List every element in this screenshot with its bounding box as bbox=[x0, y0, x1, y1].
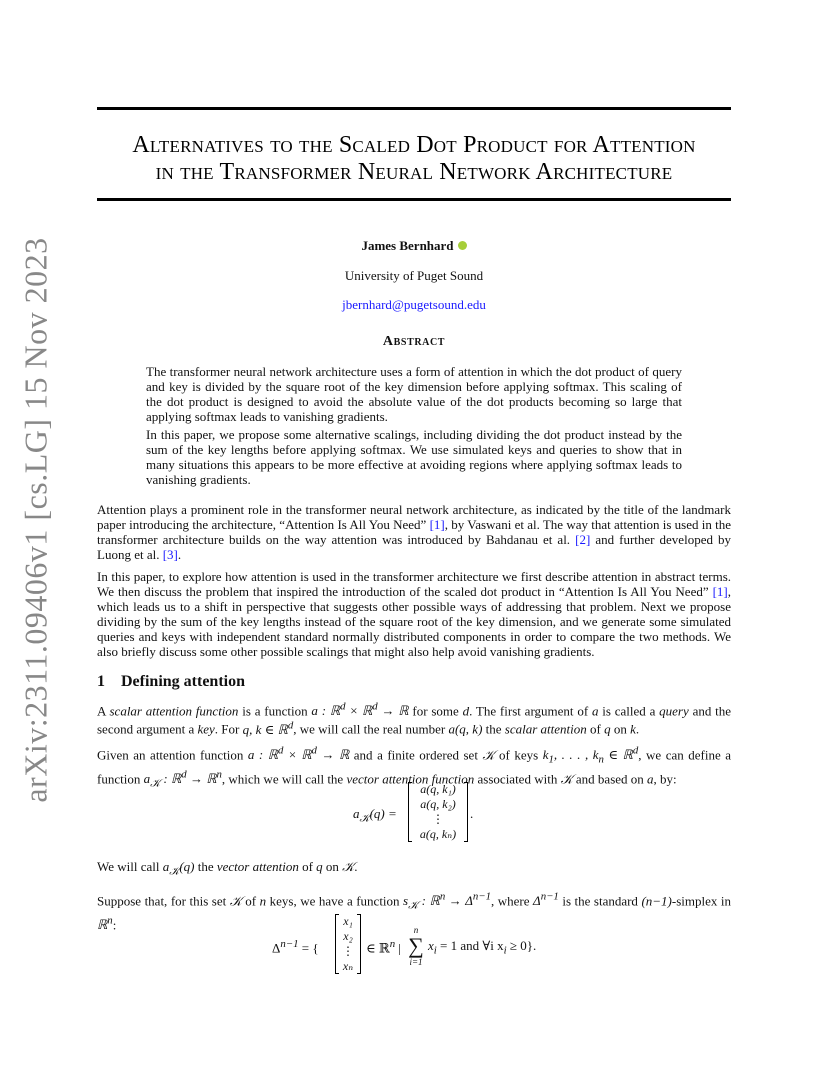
equation-2-lhs: $\Delta^{n-1}$ = { bbox=[272, 938, 319, 956]
abstract-heading: Abstract bbox=[382, 334, 446, 349]
matrix-row: a(q, k₁) bbox=[420, 782, 456, 796]
author-email-line bbox=[0, 297, 828, 313]
section1-paragraph-3: We will call $a_𝒦(q)$ the vector attention of q on 𝒦. bbox=[97, 859, 358, 878]
abstract-paragraph-1: The transformer neural network architecture uses a form of attention in which the dot product of query and key is divided by the square root of the key dimension before applying softmax. This scaling of the dot product is designed to avoid the absolute value of the dot products becoming so large that applying softmax leads to vanishing gradients. bbox=[146, 364, 682, 424]
section-title: Defining attention bbox=[121, 673, 245, 690]
abstract-paragraph-2: In this paper, we propose some alternative scalings, including dividing the dot product instead by the sum of the key lengths before applying softmax. We use simulated keys and queries to show that in many situations this appears to be more effective at avoiding regions where applying softmax leads to vanishing gradients. bbox=[146, 427, 682, 487]
author-affiliation: University of Puget Sound bbox=[344, 268, 484, 283]
paper-title-line1: Alternatives to the Scaled Dot Product for Attention bbox=[132, 132, 696, 158]
section1-paragraph-1: A scalar attention function is a function a : ℝ$^d$ × ℝ$^d$ → ℝ for some d. The first argument of a is called a query and the second argument a key. For q, k ∈ ℝ$^d$, we will call the real number a(q, k) the scalar attention of q on k. bbox=[97, 701, 732, 737]
matrix-row: xₙ bbox=[342, 959, 354, 973]
matrix-row: a(q, k₂) bbox=[420, 797, 456, 811]
citation-link[interactable]: [1] bbox=[712, 584, 728, 599]
title-top-rule bbox=[97, 107, 731, 110]
section1-paragraph-2: Given an attention function a : ℝ$^d$ × ℝ$^d$ → ℝ and a finite ordered set 𝒦 of keys $k_1$, . . . , $k_n$ ∈ ℝ$^d$, we can define a function $a_𝒦$ : ℝ$^d$ → ℝ$^n$, which we will call the vector attention function associated with 𝒦 and based on a, by: bbox=[97, 744, 731, 790]
abstract-body bbox=[146, 364, 682, 490]
section1-paragraph-4: Suppose that, for this set 𝒦 of n keys, we have a function $s_𝒦$ : ℝ$^n$ → $\Delta^{n-1}$, where $\Delta^{n-1}$ is the standard (n−1)-simplex in ℝ$^n$: bbox=[97, 890, 732, 932]
intro-paragraph-2: In this paper, to explore how attention is used in the transformer architecture we first describe attention in abstract terms. We then discuss the problem that inspired the introduction of the scaled dot product in “Attention Is All You Need” [1], which leads us to a shift in perspective that suggests other possible ways of addressing that problem. Next we propose dividing by the sum of the key lengths instead of the square root of the key dimension, and we generate some simulated queries and keys with independent standard normally distributed components in order to compare the two methods. We also briefly discuss some other possible scalings that might also help avoid vanishing gradients. bbox=[97, 569, 731, 659]
arxiv-stamp-text: arXiv:2311.09406v1 [cs.LG] 15 Nov 2023 bbox=[17, 237, 54, 803]
equation-2-set-condition: ∈ ℝ$^n$ | bbox=[366, 938, 401, 956]
section-heading bbox=[97, 673, 245, 691]
equation-2-rhs: $x_i = 1$ and ∀i $x_i \ge 0$}. bbox=[428, 938, 537, 957]
matrix-row: ⋮ bbox=[432, 812, 444, 826]
section-number: 1 bbox=[97, 673, 105, 690]
equation-1-lhs: $a_𝒦(q)$ = bbox=[353, 806, 397, 825]
author-name: James Bernhard bbox=[361, 238, 454, 253]
citation-link[interactable]: [3] bbox=[162, 547, 178, 562]
matrix-row: x₂ bbox=[343, 929, 353, 943]
intro-body bbox=[97, 502, 731, 666]
equation-1-period: . bbox=[470, 806, 474, 821]
title-bottom-rule bbox=[97, 198, 731, 201]
matrix-row: a(q, kₙ) bbox=[419, 827, 457, 841]
orcid-icon[interactable] bbox=[458, 241, 467, 250]
matrix-row: x₁ bbox=[343, 914, 353, 928]
author-line bbox=[0, 238, 828, 254]
citation-link[interactable]: [1] bbox=[429, 517, 445, 532]
equation-1-vector bbox=[408, 782, 468, 842]
matrix-row: ⋮ bbox=[342, 944, 354, 958]
intro-paragraph-1: Attention plays a prominent role in the transformer neural network architecture, as indicated by the title of the landmark paper introducing the architecture, “Attention Is All You Need” [1], by Vaswani et al. The way that attention is used in the transformer architecture builds on the way attention was introduced by Bahdanau et al. [2] and further developed by Luong et al. [3]. bbox=[97, 502, 731, 562]
equation-2-vector bbox=[335, 914, 361, 974]
citation-link[interactable]: [2] bbox=[575, 532, 591, 547]
paper-title-line2: in the Transformer Neural Network Architecture bbox=[155, 159, 673, 185]
equation-2-sum: n ∑ i=1 bbox=[408, 925, 424, 967]
author-email-link[interactable]: jbernhard@pugetsound.edu bbox=[342, 297, 486, 312]
